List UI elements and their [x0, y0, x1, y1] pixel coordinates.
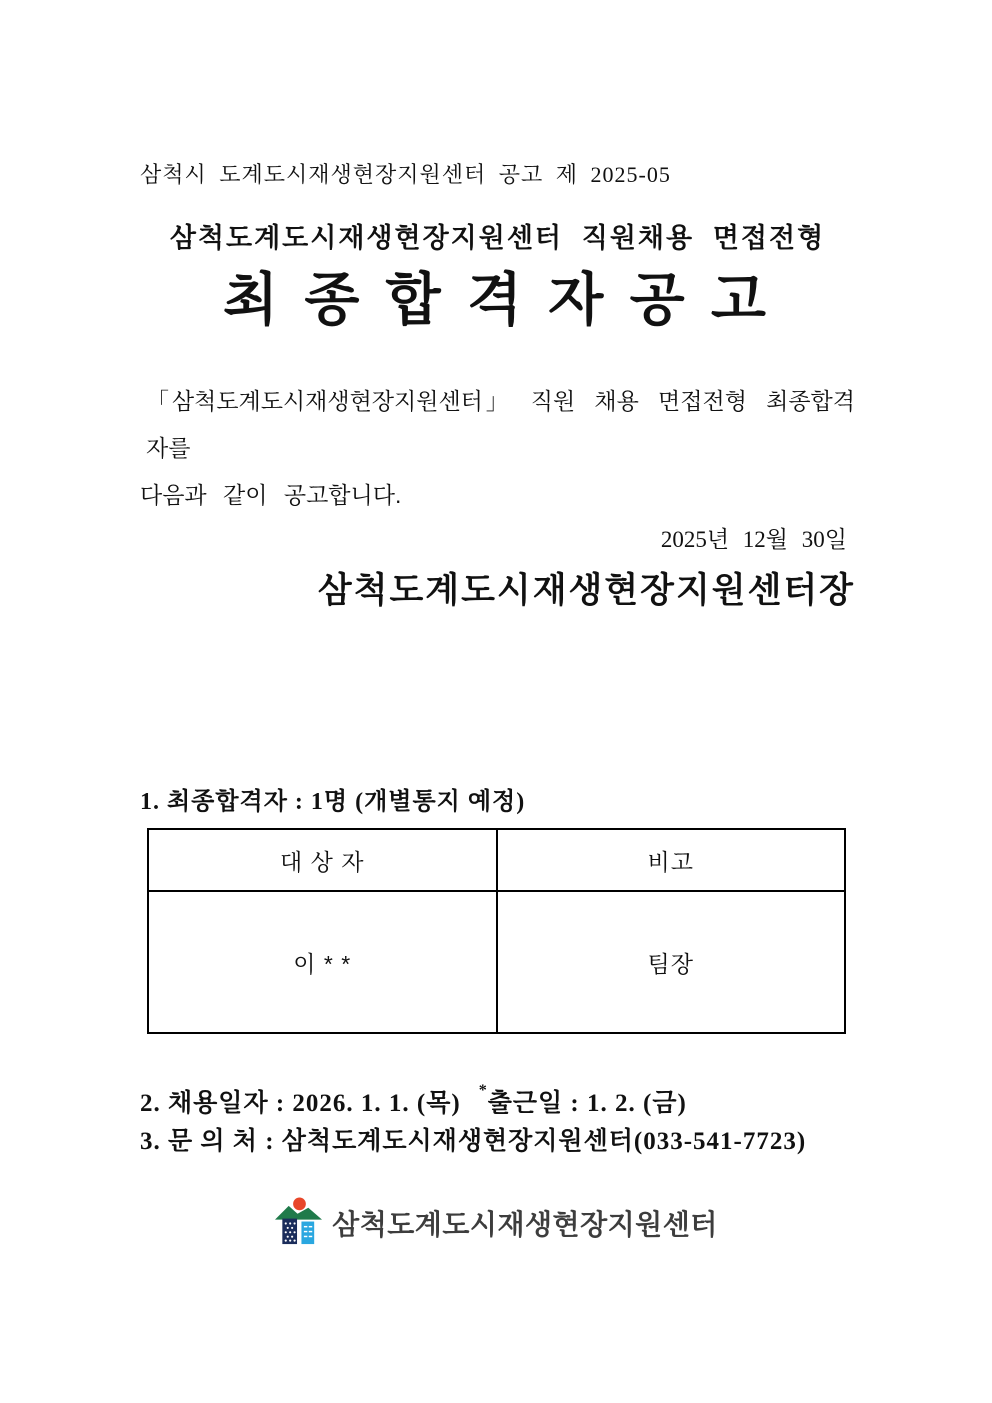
asterisk-mark: * [478, 1082, 488, 1099]
section1-heading: 1. 최종합격자 : 1명 (개별통지 예정) [140, 789, 526, 815]
notice-body [140, 378, 855, 519]
item2-prefix: 2. 채용일자 : 2026. 1. 1. (목) [140, 1090, 461, 1117]
table-cell-note: 팀장 [497, 891, 846, 1033]
table-header-target: 대 상 자 [148, 829, 497, 891]
doc-number: 삼척시 도계도시재생현장지원센터 공고 제 2025-05 [140, 162, 671, 187]
notice-subtitle: 삼척도계도시재생현장지원센터 직원채용 면접전형 [169, 223, 826, 253]
item-contact: 3. 문 의 처 : 삼척도계도시재생현장지원센터(033-541-7723) [140, 1128, 807, 1155]
table-row [148, 891, 845, 1033]
issuer-signature: 삼척도계도시재생현장지원센터장 [317, 571, 855, 610]
urban-regeneration-center-logo-icon [274, 1196, 323, 1250]
notice-date: 2025년 12월 30일 [660, 527, 847, 552]
footer-logo [0, 1196, 992, 1250]
item2-suffix: 출근일 : 1. 2. (금) [487, 1090, 687, 1117]
item-hire-date [140, 1083, 687, 1119]
notice-body-line2: 다음과 같이 공고합니다. [140, 482, 402, 508]
notice-title: 최 종 합 격 자 공 고 [223, 269, 772, 332]
footer-logo-text: 삼척도계도시재생현장지원센터 [332, 1209, 718, 1240]
table-cell-target: 이 * * [148, 891, 497, 1033]
table-header-note: 비고 [497, 829, 846, 891]
final-pass-table [147, 828, 846, 1034]
table-header-row [148, 829, 845, 891]
notice-body-line1: 「삼척도계도시재생현장지원센터」 직원 채용 면접전형 최종합격자를 [146, 388, 855, 461]
